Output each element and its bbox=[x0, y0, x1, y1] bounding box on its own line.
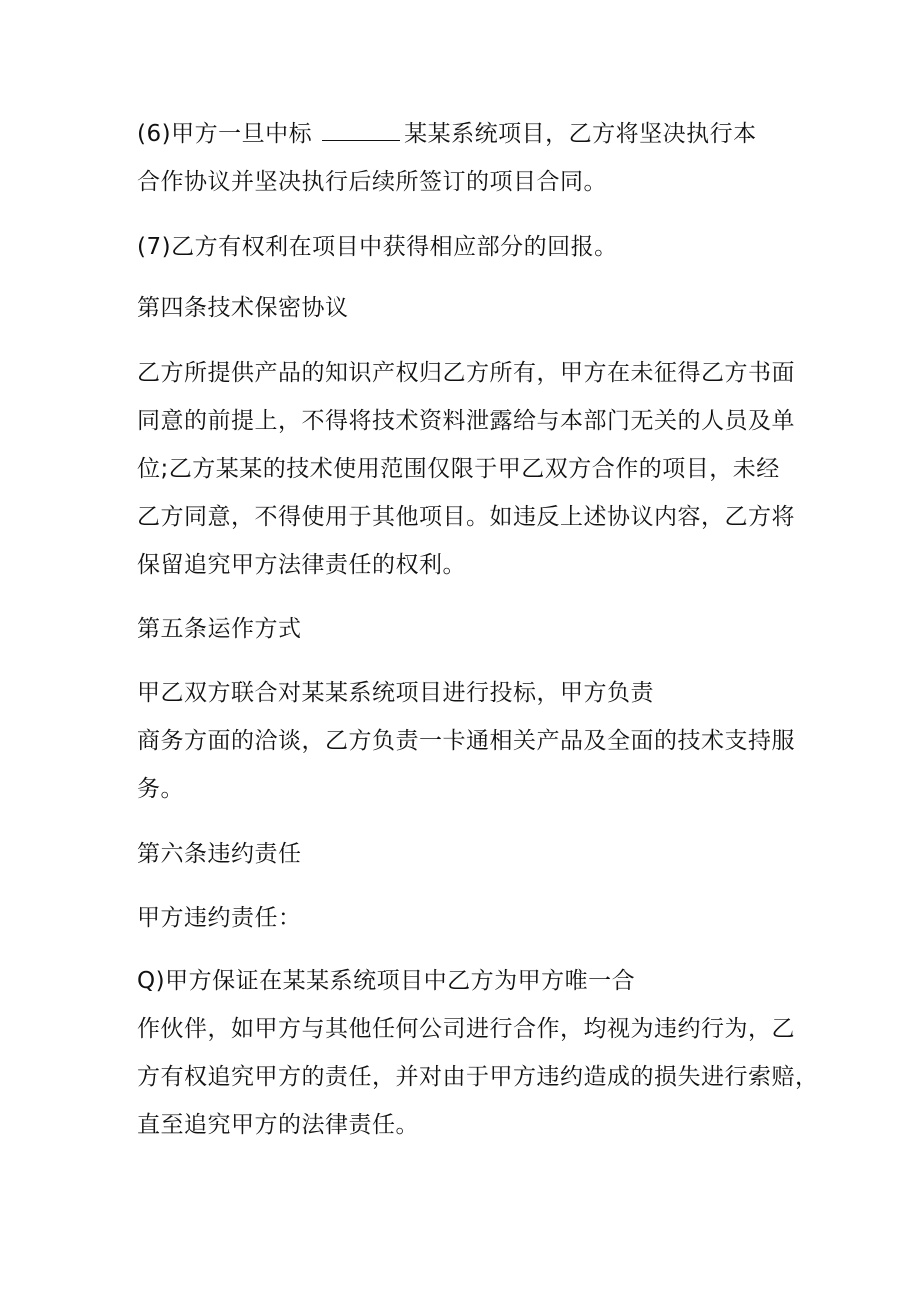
article-6-line-3: 方有权追究甲方的责任，并对由于甲方违约造成的损失进行索赔， bbox=[137, 1064, 819, 1090]
article-6-line-2: 作伙伴，如甲方与其他任何公司进行合作，均视为违约行为，乙 bbox=[137, 1016, 795, 1042]
article-4-heading: 第四条技术保密协议 bbox=[137, 295, 349, 321]
article-5-heading: 第五条运作方式 bbox=[137, 616, 302, 642]
clause-6-line-1 bbox=[137, 119, 757, 149]
article-4-line-5: 保留追究甲方法律责任的权利。 bbox=[137, 552, 466, 578]
article-6-subheading: 甲方违约责任： bbox=[137, 905, 302, 931]
article-5-line-2: 商务方面的洽谈，乙方负责一卡通相关产品及全面的技术支持服 bbox=[137, 728, 795, 754]
article-6-line-1: Q)甲方保证在某某系统项目中乙方为甲方唯一合 bbox=[137, 968, 636, 994]
article-4-line-3: 位;乙方某某的技术使用范围仅限于甲乙双方合作的项目，未经 bbox=[137, 456, 780, 482]
article-6-heading: 第六条违约责任 bbox=[137, 841, 302, 867]
article-6-line-4: 直至追究甲方的法律责任。 bbox=[137, 1112, 419, 1138]
clause-6-prefix: (6)甲方一旦中标 bbox=[137, 121, 313, 147]
fill-in-blank bbox=[322, 120, 400, 141]
clause-6-line-2: 合作协议并坚决执行后续所签订的项目合同。 bbox=[137, 169, 607, 195]
clause-7: (7)乙方有权利在项目中获得相应部分的回报。 bbox=[137, 234, 618, 260]
article-4-line-1: 乙方所提供产品的知识产权归乙方所有，甲方在未征得乙方书面 bbox=[137, 360, 795, 386]
article-4-line-4: 乙方同意，不得使用于其他项目。如违反上述协议内容，乙方将 bbox=[137, 504, 795, 530]
article-4-line-2: 同意的前提上，不得将技术资料泄露给与本部门无关的人员及单 bbox=[137, 408, 795, 434]
article-5-line-3: 务。 bbox=[137, 776, 184, 802]
article-5-line-1: 甲乙双方联合对某某系统项目进行投标，甲方负责 bbox=[137, 680, 654, 706]
clause-6-suffix: 某某系统项目，乙方将坚决执行本 bbox=[404, 121, 757, 147]
